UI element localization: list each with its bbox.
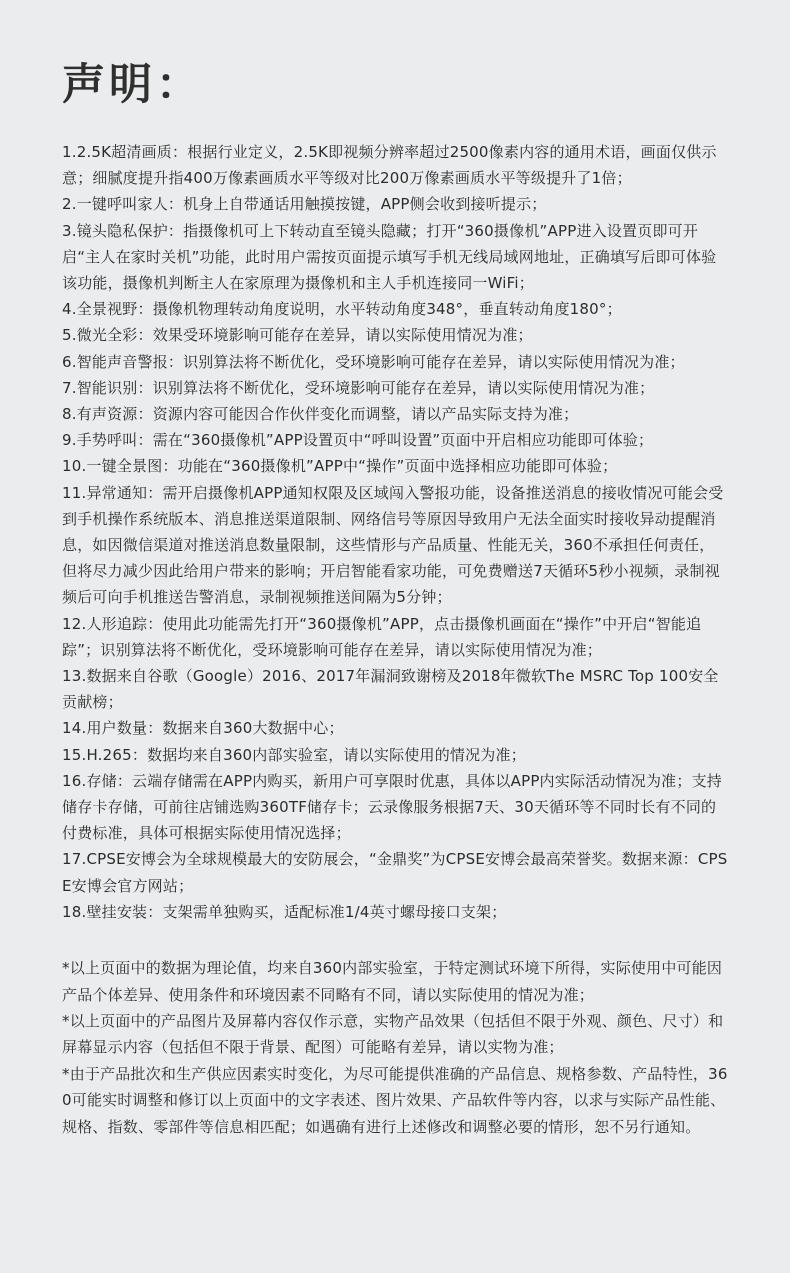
disclaimer-item-9: 9.手势呼叫：需在“360摄像机”APP设置页中“呼叫设置”页面中开启相应功能即可体验； — [62, 431, 654, 450]
disclaimer-item-4: 4.全景视野：摄像机物理转动角度说明，水平转动角度348°，垂直转动角度180°； — [62, 300, 622, 319]
disclaimer-item-3: 3.镜头隐私保护：指摄像机可上下转动直至镜头隐藏；打开“360摄像机”APP进入设置页即可开启“主人在家时关机”功能，此时用户需按页面提示填写手机无线局域网地址，正确填写后即可体验该功能，摄像机判断主人在家原理为摄像机和主人手机连接同一WiFi； — [62, 221, 717, 293]
disclaimer-item-1: 1.2.5K超清画质：根据行业定义，2.5K即视频分辨率超过2500像素内容的通用术语，画面仅供示意；细腻度提升指400万像素画质水平等级对比200万像素画质水平等级提升了1倍； — [62, 143, 717, 188]
disclaimer-item-10: 10.一键全景图：功能在“360摄像机”APP中“操作”页面中选择相应功能即可体验； — [62, 457, 618, 476]
disclaimer-item-11: 11.异常通知：需开启摄像机APP通知权限及区域闯入警报功能，设备推送消息的接收情况可能会受到手机操作系统版本、消息推送渠道限制、网络信号等原因导致用户无法全面实时接收异动提醒消息，如因微信渠道对推送消息数量限制，这些情形与产品质量、性能无关，360不承担任何责任，但将尽力减少因此给用户带来的影响；开启智能看家功能，可免费赠送7天循环5秒小视频，录制视频后可向手机推送告警消息，录制视频推送间隔为5分钟； — [62, 483, 724, 607]
disclaimer-item-5: 5.微光全彩：效果受环境影响可能存在差异，请以实际使用情况为准； — [62, 326, 533, 345]
disclaimer-item-15: 15.H.265：数据均来自360内部实验室，请以实际使用的情况为准； — [62, 745, 526, 764]
footnote-3: *由于产品批次和生产供应因素实时变化，为尽可能提供准确的产品信息、规格参数、产品特性，360可能实时调整和修订以上页面中的文字表述、图片效果、产品软件等内容，以求与实际产品性能、规格、指数、零部件等信息相匹配；如遇确有进行上述修改和调整必要的情形，恕不另行通知。 — [62, 1064, 728, 1136]
page-title: 声明： — [62, 60, 203, 110]
disclaimer-item-16: 16.存储：云端存储需在APP内购买，新用户可享限时优惠，具体以APP内实际活动情况为准；支持储存卡存储，可前往店铺选购360TF储存卡；云录像服务根据7天、30天循环等不同时长有不同的付费标准，具体可根据实际使用情况选择； — [62, 771, 722, 843]
disclaimer-item-18: 18.壁挂安装：支架需单独购买，适配标准1/4英寸螺母接口支架； — [62, 902, 507, 921]
disclaimer-item-2: 2.一键呼叫家人：机身上自带通话用触摸按键，APP侧会收到接听提示； — [62, 195, 547, 214]
disclaimer-item-7: 7.智能识别：识别算法将不断优化，受环境影响可能存在差异，请以实际使用情况为准； — [62, 378, 655, 397]
disclaimer-item-17: 17.CPSE安博会为全球规模最大的安防展会，“金鼎奖”为CPSE安博会最高荣誉奖。数据来源：CPSE安博会官方网站； — [62, 850, 728, 895]
disclaimer-item-12: 12.人形追踪：使用此功能需先打开“360摄像机”APP，点击摄像机画面在“操作”中开启“智能追踪”；识别算法将不断优化，受环境影响可能存在差异，请以实际使用情况为准； — [62, 614, 702, 659]
footnote-1: *以上页面中的数据为理论值，均来自360内部实验室，于特定测试环境下所得，实际使用中可能因产品个体差异、使用条件和环境因素不同略有不同，请以实际使用的情况为准； — [62, 959, 723, 1004]
disclaimer-item-14: 14.用户数量：数据来自360大数据中心； — [62, 719, 344, 738]
footnote-2: *以上页面中的产品图片及屏幕内容仅作示意，实物产品效果（包括但不限于外观、颜色、尺寸）和屏幕显示内容（包括但不限于背景、配图）可能略有差异，请以实物为准； — [62, 1011, 724, 1057]
disclaimer-item-6: 6.智能声音警报：识别算法将不断优化，受环境影响可能存在差异，请以实际使用情况为准； — [62, 352, 685, 371]
disclaimer-item-8: 8.有声资源：资源内容可能因合作伙伴变化而调整，请以产品实际支持为准； — [62, 405, 579, 424]
footnote-list — [62, 955, 728, 1140]
disclaimer-item-13: 13.数据来自谷歌（Google）2016、2017年漏洞致谢榜及2018年微软The MSRC Top 100安全贡献榜； — [62, 667, 719, 712]
disclaimer-list — [62, 139, 728, 925]
